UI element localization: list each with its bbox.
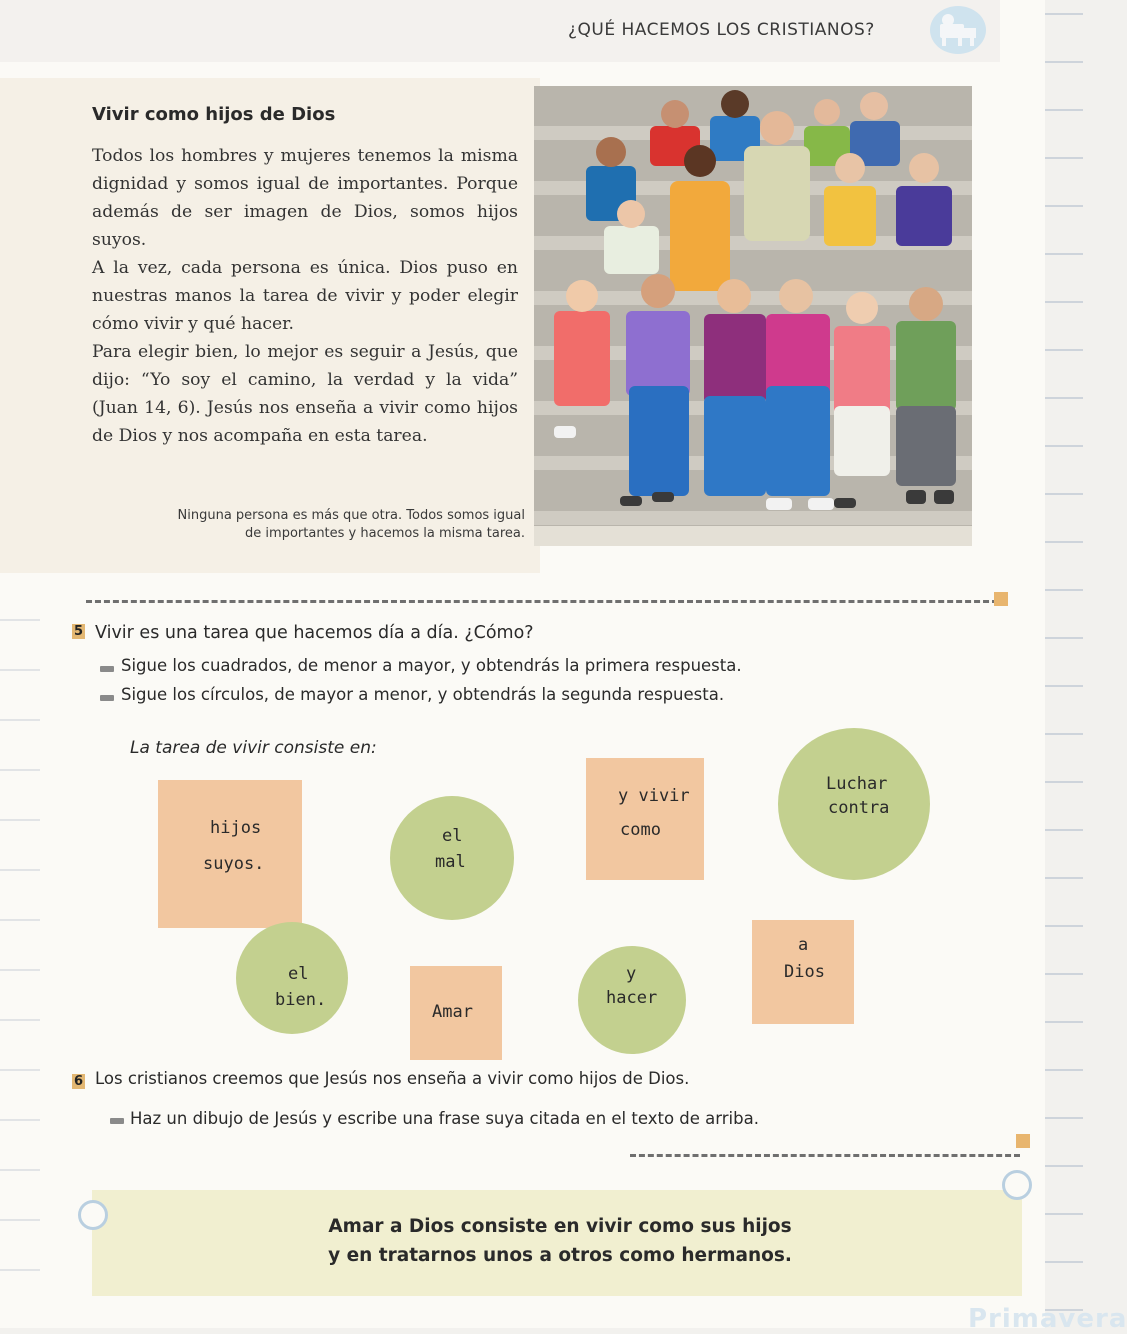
instruction: Haz un dibujo de Jesús y escribe una frase suya citada en el texto de arriba. [130,1109,759,1128]
question-text: Vivir es una tarea que hacemos día a día. ¿Cómo? [95,623,534,643]
answer-line: y en tratarnos unos a otros como hermanos. [328,1245,792,1266]
answer-line: Amar a Dios consiste en vivir como sus hijos [328,1216,792,1237]
puzzle-word: el [442,826,463,846]
puzzle-word: hijos [210,818,262,838]
publisher-logo: Primavera [968,1304,1127,1334]
instruction: Sigue los círculos, de mayor a menor, y obtendrás la segunda respuesta. [121,685,725,704]
figure-icon [936,12,980,48]
separator-square [994,592,1008,606]
puzzle-word: Luchar [826,774,888,794]
dashed-separator [630,1154,1020,1157]
dashed-separator [86,600,998,603]
bullet [100,695,114,701]
intro-paragraph: A la vez, cada persona es única. Dios puso en nuestras manos la tarea de vivir y poder elegir cómo vivir y qué hacer. [92,258,518,334]
puzzle-word: y [626,964,637,984]
instruction: Sigue los cuadrados, de menor a mayor, y obtendrás la primera respuesta. [121,656,742,675]
children-group-photo [534,86,972,546]
intro-text [92,142,518,450]
task-intro: La tarea de vivir consiste en: [130,738,377,758]
puzzle-word: mal [435,852,466,872]
puzzle-word: y vivir [618,786,690,806]
question-text: Los cristianos creemos que Jesús nos enseña a vivir como hijos de Dios. [95,1069,690,1088]
intro-paragraph: Para elegir bien, lo mejor es seguir a Jesús, que dijo: “Yo soy el camino, la verdad y la vida” (Juan 14, 6). Jesús nos enseña a vivir como hijos de Dios y nos acompaña en esta tarea. [92,342,518,446]
question-number: 5 [73,624,84,639]
separator-square [1016,1134,1030,1148]
intro-paragraph: Todos los hombres y mujeres tenemos la misma dignidad y somos igual de importantes. Porque además de ser imagen de Dios, somos hijos suyos. [92,146,518,250]
puzzle-word: el [288,964,309,984]
puzzle-word: Dios [784,962,825,982]
puzzle-word: bien. [275,990,327,1010]
bullet [100,666,114,672]
puzzle-word: suyos. [203,854,265,874]
intro-title: Vivir como hijos de Dios [92,104,336,125]
ring-decoration [78,1200,108,1230]
puzzle-square [586,758,704,880]
answer-text [140,1212,980,1270]
puzzle-word: Amar [432,1002,473,1022]
puzzle-word: a [798,935,809,955]
page-title: ¿QUÉ HACEMOS LOS CRISTIANOS? [568,20,875,40]
puzzle-word: contra [828,798,890,818]
puzzle-word: hacer [606,988,658,1008]
puzzle-word: como [620,820,661,840]
header-badge [930,6,986,54]
bullet [110,1118,124,1124]
photo-caption: Ninguna persona es más que otra. Todos somos igual de importantes y hacemos la misma tarea. [177,508,525,541]
question-number: 6 [73,1074,84,1089]
ring-decoration [1002,1170,1032,1200]
